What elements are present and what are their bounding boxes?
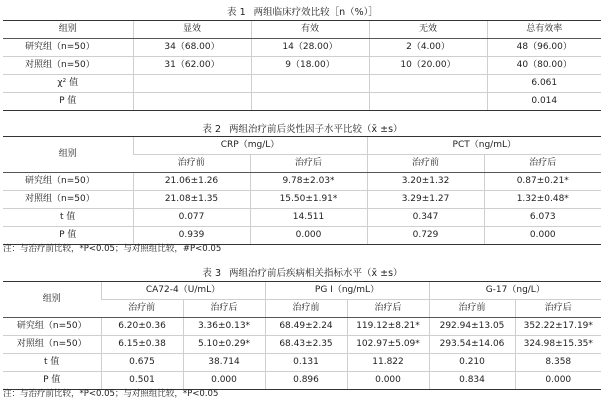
table3-row-label: t 值 (3, 354, 101, 372)
table2-cell: 0.347 (367, 209, 484, 227)
table3-header-g17: G-17（ng/L） (429, 282, 601, 300)
table2-cell: 3.20±1.32 (367, 173, 484, 191)
table3-cell: 293.54±14.06 (429, 336, 515, 354)
table2-subheader-before: 治疗前 (367, 155, 484, 173)
table1-cell: 34（68.00） (133, 39, 251, 57)
table3-cell: 102.97±5.09* (347, 336, 429, 354)
table3-cell: 0.896 (265, 372, 347, 390)
table1-cell: 40（80.00） (487, 57, 601, 75)
table2-cell: 6.073 (484, 209, 601, 227)
table3-cell: 3.36±0.13* (183, 318, 265, 336)
table2-cell: 0.729 (367, 227, 484, 245)
table1-cell: 2（4.00） (369, 39, 487, 57)
table-row (3, 354, 601, 372)
table3-cell: 68.43±2.35 (265, 336, 347, 354)
table3-row-label: P 值 (3, 372, 101, 390)
table3-row-label: 研究组（n=50） (16, 321, 87, 331)
table3-cell: 0.000 (515, 372, 601, 390)
table3-cell: 0.675 (101, 354, 183, 372)
table2-subheader-after: 治疗后 (484, 155, 601, 173)
table1-cell: 31（62.00） (133, 57, 251, 75)
table2-header-group: 组别 (3, 137, 133, 173)
table1-row-label: 对照组（n=50） (3, 57, 133, 75)
table2-row-label: t 值 (3, 209, 133, 227)
table1-cell (369, 93, 487, 111)
table1-cell (251, 93, 369, 111)
table1-caption-text: 两组临床疗效比较［n（%）］ (253, 7, 378, 18)
table-row (3, 39, 601, 57)
table1 (3, 20, 601, 111)
table2-cell: 0.939 (133, 227, 250, 245)
table3-cell: 0.210 (429, 354, 515, 372)
table3-caption (0, 265, 605, 279)
table3-subheader-after: 治疗后 (183, 300, 265, 318)
table1-header-row (3, 21, 601, 39)
table2 (3, 136, 601, 245)
table1-row-label: χ² 值 (3, 75, 133, 93)
table3 (3, 281, 601, 390)
table3-subheader-after: 治疗后 (515, 300, 601, 318)
table2-caption-text: 两组治疗前后炎性因子水平比较（x̄ ±s） (229, 124, 403, 135)
table3-header-ca724: CA72-4（U/mL） (101, 282, 265, 300)
table1-cell: 10（20.00） (369, 57, 487, 75)
table3-cell: 352.22±17.19* (515, 318, 601, 336)
table3-cell: 292.94±13.05 (429, 318, 515, 336)
table3-cell: 0.834 (429, 372, 515, 390)
table1-row-label: P 值 (3, 93, 133, 111)
table3-header-pg1: PG Ⅰ（ng/mL） (265, 282, 429, 300)
table1-cell: 6.061 (487, 75, 601, 93)
table3-footnote: 注：与治疗前比较，*P<0.05；与对照组比较，*P<0.05 (3, 389, 219, 399)
table1-header-effective: 有效 (251, 21, 369, 39)
table1-cell: 14（28.00） (251, 39, 369, 57)
table3-cell: 0.501 (101, 372, 183, 390)
table1-cell (133, 93, 251, 111)
table3-header-group: 组别 (3, 282, 101, 318)
table3-caption-text: 两组治疗前后疾病相关指标水平（x̄ ±s） (229, 268, 403, 279)
table3-cell: 8.358 (515, 354, 601, 372)
table-row (3, 209, 601, 227)
table2-cell: 0.077 (133, 209, 250, 227)
table3-cell: 5.10±0.29* (183, 336, 265, 354)
table3-subheader-before: 治疗前 (101, 300, 183, 318)
table3-caption-number: 表 3 (202, 268, 221, 279)
table3-cell: 119.12±8.21* (347, 318, 429, 336)
table2-cell: 14.511 (250, 209, 367, 227)
table2-row-label: P 值 (3, 227, 133, 245)
table2-header-crp: CRP（mg/L） (133, 137, 367, 155)
table-row (3, 173, 601, 191)
table3-cell: 0.131 (265, 354, 347, 372)
table1-header-marked: 显效 (133, 21, 251, 39)
table1-caption-number: 表 1 (227, 7, 246, 18)
table1-header-total-rate: 总有效率 (487, 21, 601, 39)
table2-cell: 3.29±1.27 (367, 191, 484, 209)
table1-row-label: 研究组（n=50） (25, 42, 95, 52)
table2-caption (0, 121, 605, 135)
table3-cell: 0.000 (347, 372, 429, 390)
table2-subheader-after: 治疗后 (250, 155, 367, 173)
table3-row-label: 对照组（n=50） (3, 336, 101, 354)
table1-cell (133, 75, 251, 93)
table-row (3, 93, 601, 111)
table1-cell: 0.014 (487, 93, 601, 111)
table3-subheader-before: 治疗前 (265, 300, 347, 318)
table-row (3, 318, 601, 336)
table2-cell: 0.000 (250, 227, 367, 245)
table2-cell: 21.08±1.35 (133, 191, 250, 209)
table2-cell: 9.78±2.03* (250, 173, 367, 191)
table2-subheader-before: 治疗前 (133, 155, 250, 173)
table3-cell: 0.000 (183, 372, 265, 390)
table2-footnote: 注：与治疗前比较，*P<0.05；与对照组比较，#P<0.05 (3, 244, 222, 254)
table2-cell: 15.50±1.91* (250, 191, 367, 209)
table3-subheader-before: 治疗前 (429, 300, 515, 318)
table2-row-label: 对照组（n=50） (3, 191, 133, 209)
table-row (3, 57, 601, 75)
table2-caption-number: 表 2 (202, 124, 221, 135)
table3-header-row (3, 282, 601, 300)
table2-header-pct: PCT（ng/mL） (367, 137, 601, 155)
table2-row-label: 研究组（n=50） (25, 176, 95, 186)
table3-cell: 11.822 (347, 354, 429, 372)
table1-header-ineffective: 无效 (369, 21, 487, 39)
table1-caption (0, 4, 605, 18)
table3-cell: 38.714 (183, 354, 265, 372)
table2-cell: 0.87±0.21* (484, 173, 601, 191)
table3-cell: 6.20±0.36 (101, 318, 183, 336)
table-row (3, 75, 601, 93)
table3-cell: 324.98±15.35* (515, 336, 601, 354)
table-row (3, 336, 601, 354)
table3-subheader-after: 治疗后 (347, 300, 429, 318)
table3-cell: 68.49±2.24 (265, 318, 347, 336)
table1-cell (369, 75, 487, 93)
table1-cell: 48（96.00） (487, 39, 601, 57)
table1-header-group: 组别 (3, 21, 133, 39)
table-row (3, 191, 601, 209)
table1-cell (251, 75, 369, 93)
table1-cell: 9（18.00） (251, 57, 369, 75)
table2-cell: 1.32±0.48* (484, 191, 601, 209)
table3-cell: 6.15±0.38 (101, 336, 183, 354)
table2-header-row (3, 137, 601, 155)
table2-cell: 21.06±1.26 (133, 173, 250, 191)
table2-cell: 0.000 (484, 227, 601, 245)
